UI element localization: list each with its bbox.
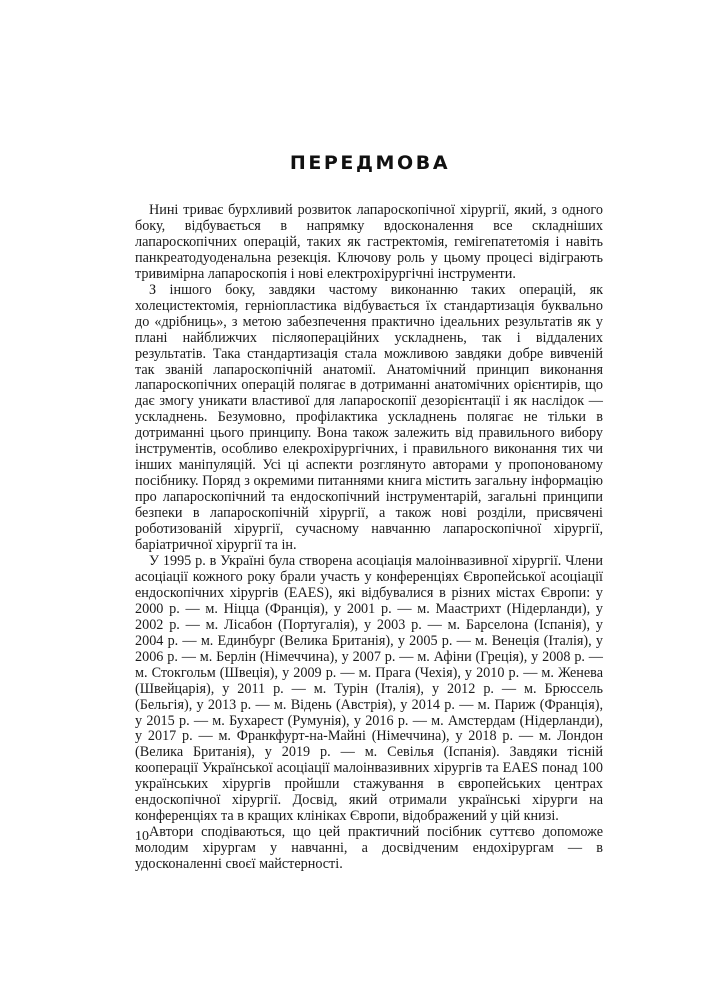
page-number: 10: [135, 829, 149, 844]
paragraph-history: У 1995 р. в Україні була створена асоціація малоінвазивної хірургії. Члени асоціації кожного року брали участь у конференціях Європейської асоціації ендоскопічних хірургів (EAES), які відбувалися в різних містах Європи: у 2000 р. — м. Ніцца (Франція), у 2001 р. — м. Маастрихт (Нідерланди), у 2002 р. — м. Лісабон (Португалія), у 2003 р. — м. Барселона (Іспанія), у 2004 р. — м. Единбург (Велика Британія), у 2005 р. — м. Венеція (Італія), у 2006 р. — м. Берлін (Німеччина), у 2007 р. — м. Афіни (Греція), у 2008 р. — м. Стокгольм (Швеція), у 2009 р. — м. Прага (Чехія), у 2010 р. — м. Женева (Швейцарія), у 2011 р. — м. Турін (Італія), у 2012 р. — м. Брюссель (Бельгія), у 2013 р. — м. Відень (Австрія), у 2014 р. — м. Париж (Франція), у 2015 р. — м. Бухарест (Румунія), у 2016 р. — м. Амстердам (Нідерланди), у 2017 р. — м. Франкфурт-на-Майні (Німеччина), у 2018 р. — м. Лондон (Велика Британія), у 2019 р. — м. Севілья (Іспанія). Завдяки тісній кооперації Української асоціації малоінвазивних хірургів та EAES понад 100 українських хірургів пройшли стажування в європейських центрах ендоскопічної хірургії. Досвід, який отримали українські хірурги на конференціях та в кращих клініках Європи, відображений у цій книзі.: [135, 552, 603, 825]
body-text: [135, 203, 603, 873]
page-title: ПЕРЕДМОВА: [289, 152, 451, 174]
paragraph-standardization: З іншого боку, завдяки частому виконанню таких операцій, як холецистектомія, герніопластика відбувається їх стандартизація буквально до «дрібниць», з метою забезпечення практично ідеальних результатів як у плані найближчих післяопераційних ускладнень, так і віддалених результатів. Така стандартизація стала можливою завдяки добре вивченій так званій лапароскопічній анатомії. Анатомічний принцип виконання лапароскопічних операцій полягає в дотриманні анатомічних орієнтирів, що дає змогу уникати властивої для лапароскопії дезорієнтації і як наслідок — ускладнень. Безумовно, профілактика ускладнень полягає не тільки в дотриманні цього принципу. Вона також залежить від правильного вибору інструментів, особливо елекрохірургічних, і правильного виконання тих чи інших маніпуляцій. Усі ці аспекти розглянуто авторами у пропонованому посібнику. Поряд з окремими питаннями книга містить загальну інформацію про лапароскопічний та ендоскопічний інструментарій, загальні принципи безпеки в лапароскопічній хірургії, а також нові розділи, присвячені роботизованій хірургії, сучасному навчанню лапароскопічної хірургії, баріатричної хірургії та ін.: [135, 281, 603, 554]
paragraph-intro: Нині триває бурхливий розвиток лапароскопічної хірургії, який, з одного боку, відбувається в напрямку вдосконалення все складніших лапароскопічних операцій, таких як гастректомія, гемігепатетомія і навіть панкреатодуоденальна резекція. Ключову роль у цьому процесі відіграють тривимірна лапароскопія і нові електрохірургічні інструменти.: [135, 202, 603, 282]
paragraph-conclusion: Автори сподіваються, що цей практичний посібник суттєво допоможе молодим хірургам у навчанні, а досвідченим ендохірургам — в удосконаленні своєї майстерності.: [135, 824, 603, 873]
